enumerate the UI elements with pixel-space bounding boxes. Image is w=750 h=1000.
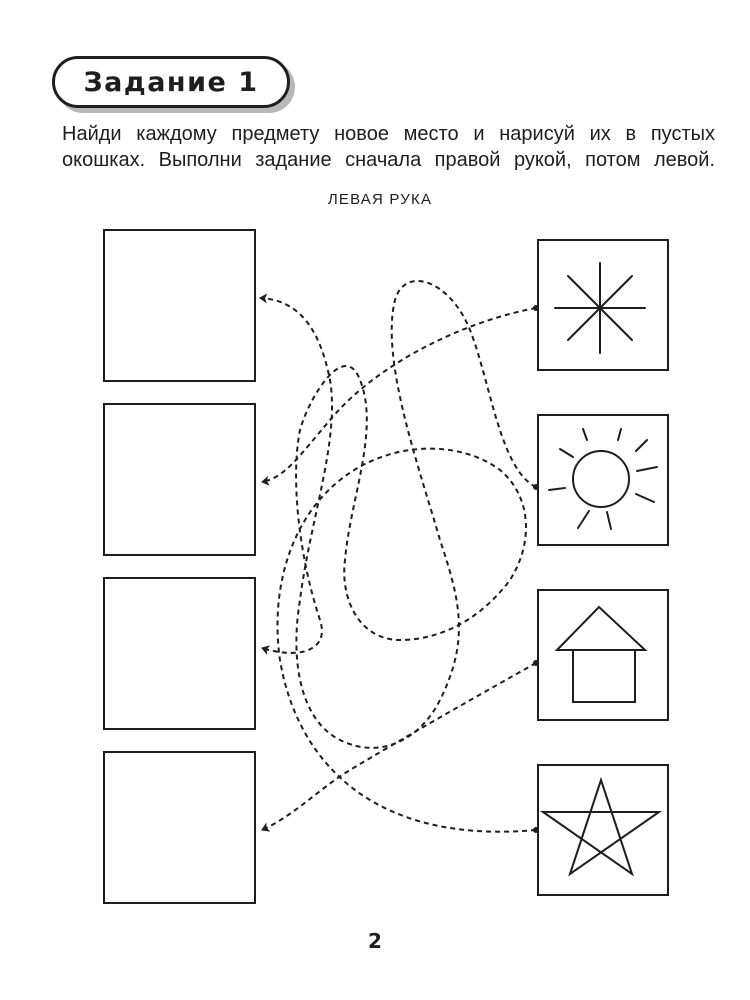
path-asterisk-to-box-2 bbox=[262, 308, 536, 482]
hand-label: ЛЕВАЯ РУКА bbox=[327, 191, 433, 208]
picture-box-house bbox=[537, 589, 669, 721]
path-sun-to-box-1 bbox=[260, 281, 536, 748]
star-icon bbox=[539, 766, 667, 894]
empty-box-3[interactable] bbox=[103, 577, 256, 730]
task-instructions bbox=[62, 121, 715, 173]
house-icon bbox=[539, 591, 667, 719]
empty-box-4[interactable] bbox=[103, 751, 256, 904]
page-number: 2 bbox=[368, 929, 382, 953]
empty-box-2[interactable] bbox=[103, 403, 256, 556]
sun-icon bbox=[539, 416, 667, 544]
empty-box-1[interactable] bbox=[103, 229, 256, 382]
instructions-line-2: окошках. Выполни задание сначала правой рукой, потом левой. bbox=[62, 149, 715, 171]
path-house-to-box-4 bbox=[262, 663, 536, 830]
picture-box-asterisk bbox=[537, 239, 669, 371]
path-star-to-box-3 bbox=[262, 366, 536, 832]
instructions-line-1: Найди каждому предмету новое место и нарисуй их в пустых bbox=[62, 123, 715, 145]
picture-box-sun bbox=[537, 414, 669, 546]
asterisk-icon bbox=[539, 241, 667, 369]
task-title: Задание 1 bbox=[83, 66, 259, 98]
task-title-badge bbox=[52, 56, 290, 108]
picture-box-star bbox=[537, 764, 669, 896]
